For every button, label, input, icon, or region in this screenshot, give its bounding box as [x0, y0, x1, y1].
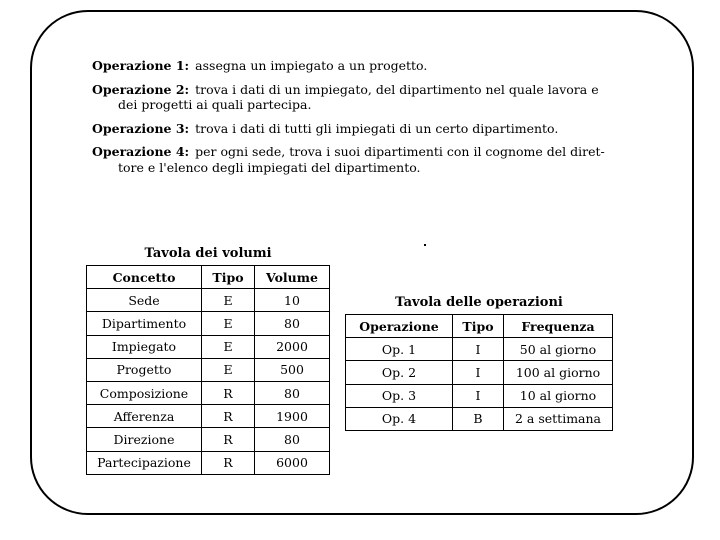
cell: 2000	[255, 335, 330, 358]
table-row	[87, 358, 330, 381]
table-row	[87, 405, 330, 428]
cell: 100 al giorno	[504, 361, 613, 384]
operation-4	[92, 144, 632, 175]
cell: Op. 3	[346, 384, 453, 407]
table-row	[87, 289, 330, 312]
volumes-table-title: Tavola dei volumi	[144, 246, 272, 261]
cell: 80	[255, 428, 330, 451]
operation-2	[92, 82, 632, 113]
cell: Progetto	[87, 358, 202, 381]
column-header: Concetto	[87, 266, 202, 289]
table-header-row	[346, 315, 613, 338]
cell: E	[202, 312, 255, 335]
column-header: Tipo	[202, 266, 255, 289]
cell: Partecipazione	[87, 451, 202, 474]
column-header: Operazione	[346, 315, 453, 338]
cell: I	[453, 361, 504, 384]
cell: 500	[255, 358, 330, 381]
operation-3	[92, 121, 632, 137]
cell: Sede	[87, 289, 202, 312]
operation-text: per ogni sede, trova i suoi dipartimenti con il cognome del diret-	[195, 144, 605, 159]
column-header: Volume	[255, 266, 330, 289]
cell: I	[453, 338, 504, 361]
operation-text: trova i dati di un impiegato, del dipartimento nel quale lavora e	[195, 81, 599, 97]
cell: 10	[255, 289, 330, 312]
operations-list	[92, 58, 632, 183]
table-row	[87, 428, 330, 451]
cell: Op. 1	[346, 338, 453, 361]
table-row	[87, 451, 330, 474]
operation-1	[92, 58, 632, 74]
operation-label: Operazione 2:	[92, 81, 190, 97]
cell: R	[202, 451, 255, 474]
cell: 80	[255, 381, 330, 404]
operation-label: Operazione 1:	[92, 58, 190, 73]
cell: 1900	[255, 405, 330, 428]
cell: 2 a settimana	[504, 407, 613, 430]
cell: Op. 2	[346, 361, 453, 384]
table-header-row	[87, 266, 330, 289]
cell: E	[202, 335, 255, 358]
table-row	[346, 338, 613, 361]
table-row	[346, 384, 613, 407]
table-row	[346, 407, 613, 430]
cell: E	[202, 358, 255, 381]
cell: R	[202, 428, 255, 451]
operation-text: assegna un impiegato a un progetto.	[195, 58, 428, 73]
operation-text-continued: tore e l'elenco degli impiegati del dipartimento.	[118, 159, 421, 175]
operations-table	[345, 314, 613, 431]
cell: R	[202, 405, 255, 428]
cell: Impiegato	[87, 335, 202, 358]
cell: 10 al giorno	[504, 384, 613, 407]
table-row	[87, 335, 330, 358]
scan-speck	[424, 244, 426, 246]
operation-text-continued: dei progetti ai quali partecipa.	[118, 97, 312, 112]
cell: Dipartimento	[87, 312, 202, 335]
cell: I	[453, 384, 504, 407]
column-header: Frequenza	[504, 315, 613, 338]
cell: 6000	[255, 451, 330, 474]
table-row	[87, 381, 330, 404]
cell: 50 al giorno	[504, 338, 613, 361]
operation-label: Operazione 3:	[92, 120, 190, 136]
cell: 80	[255, 312, 330, 335]
cell: R	[202, 381, 255, 404]
operation-label: Operazione 4:	[92, 144, 190, 159]
cell: E	[202, 289, 255, 312]
table-row	[346, 361, 613, 384]
cell: Direzione	[87, 428, 202, 451]
volumes-table	[86, 265, 330, 475]
cell: Composizione	[87, 381, 202, 404]
cell: Afferenza	[87, 405, 202, 428]
operation-text: trova i dati di tutti gli impiegati di un certo dipartimento.	[195, 120, 559, 136]
cell: B	[453, 407, 504, 430]
operations-table-title: Tavola delle operazioni	[395, 295, 563, 310]
column-header: Tipo	[453, 315, 504, 338]
cell: Op. 4	[346, 407, 453, 430]
table-row	[87, 312, 330, 335]
